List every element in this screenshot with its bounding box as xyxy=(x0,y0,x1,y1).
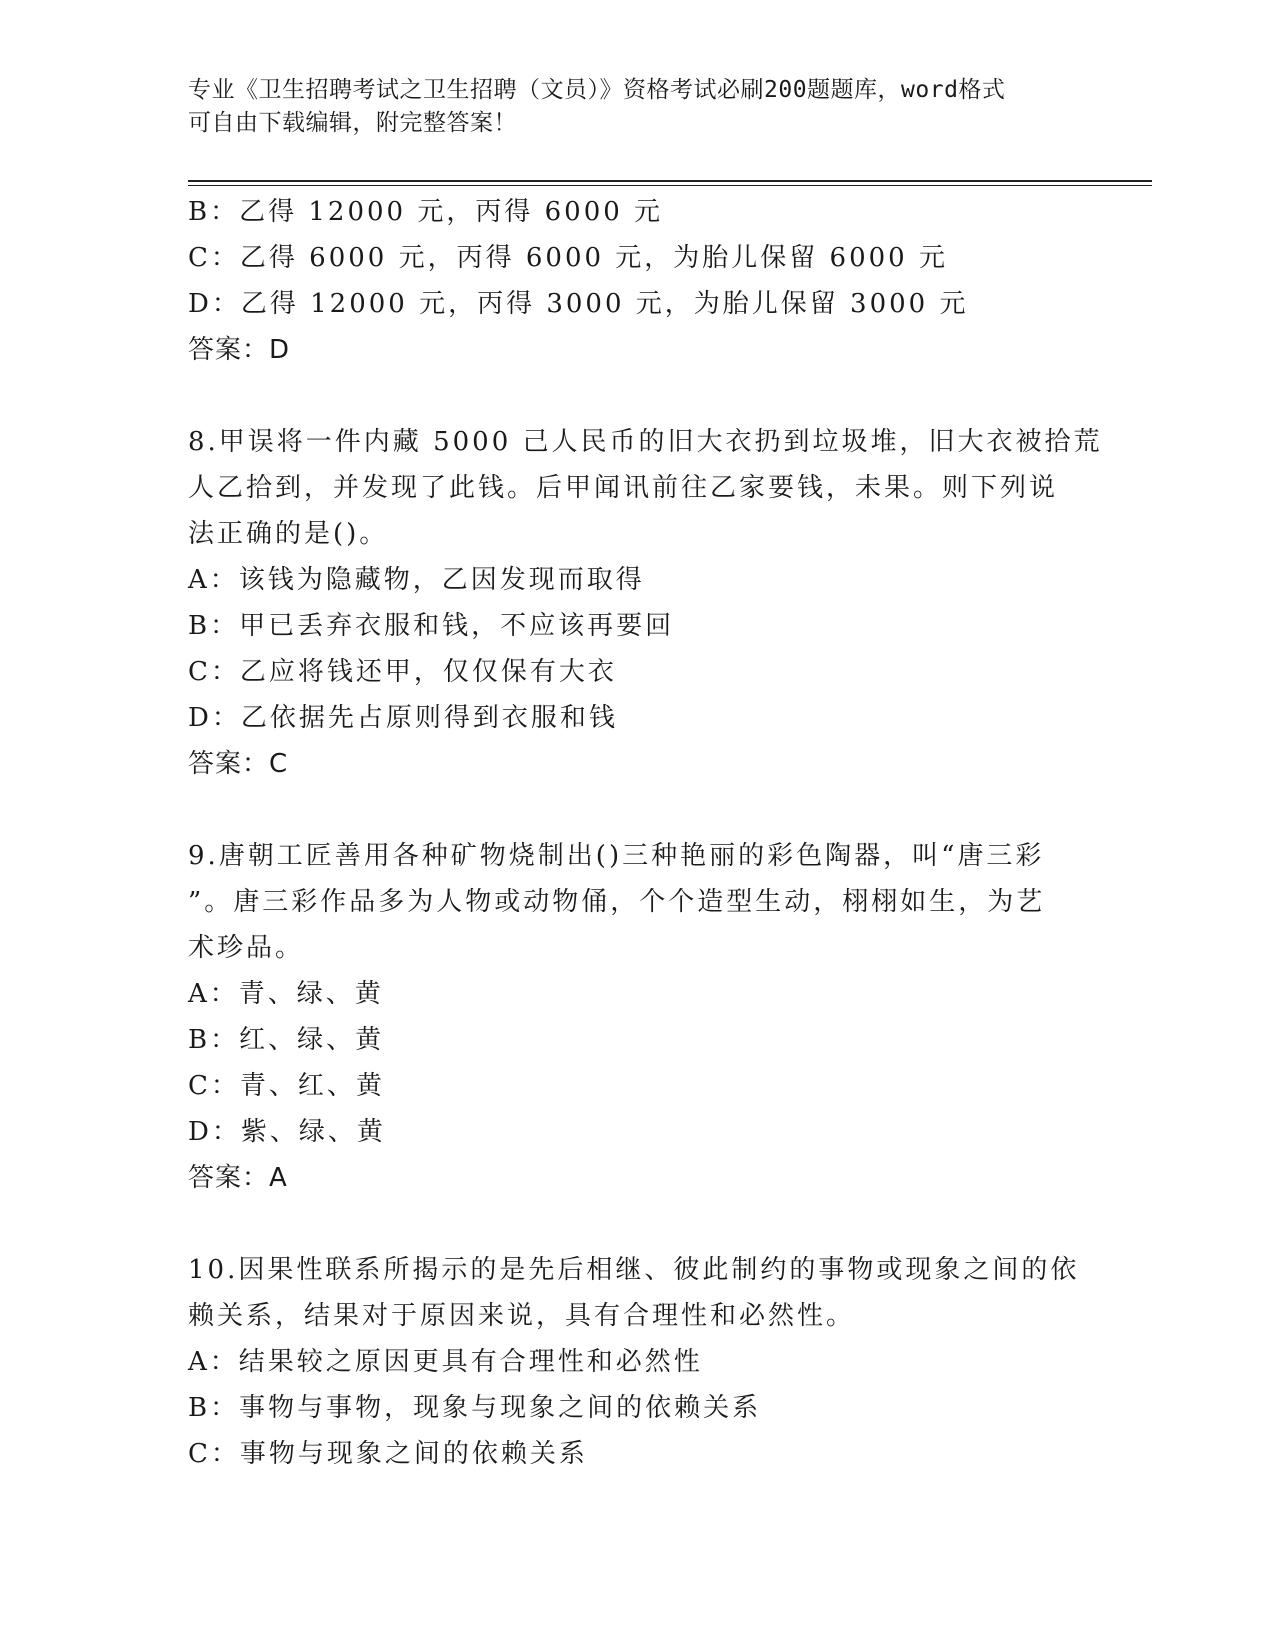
q9-option-b: B：红、绿、黄 xyxy=(188,1025,385,1055)
question-8 xyxy=(188,419,1103,787)
q8-stem-line-2: 人乙拾到，并发现了此钱。后甲闻讯前往乙家要钱，未果。则下列说 xyxy=(188,473,1059,503)
q9-stem-line-3: 术珍品。 xyxy=(188,933,305,963)
q8-stem-line-3: 法正确的是()。 xyxy=(188,519,389,549)
question-content xyxy=(188,189,1103,1477)
spacer xyxy=(188,1201,1088,1247)
q7-option-b: B：乙得 12000 元，丙得 6000 元 xyxy=(188,197,664,227)
header-line-2: 可自由下载编辑，附完整答案！ xyxy=(188,110,517,136)
q8-stem-line-1: 8.甲误将一件内藏 5000 己人民币的旧大衣扔到垃圾堆，旧大衣被拾荒 xyxy=(188,427,1103,457)
q10-option-a: A：结果较之原因更具有合理性和必然性 xyxy=(188,1347,703,1377)
q8-option-a: A：该钱为隐藏物，乙因发现而取得 xyxy=(188,565,645,595)
header-line-1: 专业《卫生招聘考试之卫生招聘（文员）》资格考试必刷200题题库，word格式 xyxy=(188,77,1006,103)
q9-option-c: C：青、红、黄 xyxy=(188,1071,385,1101)
q8-answer: 答案：C xyxy=(188,749,289,779)
q9-option-a: A：青、绿、黄 xyxy=(188,979,384,1009)
q8-option-d: D：乙依据先占原则得到衣服和钱 xyxy=(188,703,618,733)
q8-option-c: C：乙应将钱还甲，仅仅保有大衣 xyxy=(188,657,617,687)
spacer xyxy=(188,373,1088,419)
q10-stem-line-1: 10.因果性联系所揭示的是先后相继、彼此制约的事物或现象之间的依 xyxy=(188,1255,1080,1285)
q7-option-c: C：乙得 6000 元，丙得 6000 元，为胎儿保留 6000 元 xyxy=(188,243,948,273)
q10-stem-line-2: 赖关系，结果对于原因来说，具有合理性和必然性。 xyxy=(188,1301,856,1331)
q9-option-d: D：紫、绿、黄 xyxy=(188,1117,386,1147)
q9-answer: 答案：A xyxy=(188,1163,288,1193)
q9-stem-line-2: ”。唐三彩作品多为人物或动物俑，个个造型生动，栩栩如生，为艺 xyxy=(188,887,1046,917)
q8-option-b: B：甲已丢弃衣服和钱，不应该再要回 xyxy=(188,611,675,641)
q10-option-b: B：事物与事物，现象与现象之间的依赖关系 xyxy=(188,1393,762,1423)
q9-stem-line-1: 9.唐朝工匠善用各种矿物烧制出()三种艳丽的彩色陶器，叫“唐三彩 xyxy=(188,841,1045,871)
q7-answer: 答案：D xyxy=(188,335,291,365)
question-7 xyxy=(188,189,1088,373)
question-10 xyxy=(188,1247,1088,1477)
q10-option-c: C：事物与现象之间的依赖关系 xyxy=(188,1439,588,1469)
document-header xyxy=(188,74,1088,140)
q7-option-d: D：乙得 12000 元，丙得 3000 元，为胎儿保留 3000 元 xyxy=(188,289,969,319)
header-divider-thin xyxy=(188,185,1152,186)
question-9 xyxy=(188,833,1088,1201)
spacer xyxy=(188,787,1088,833)
header-divider-thick xyxy=(188,180,1152,182)
